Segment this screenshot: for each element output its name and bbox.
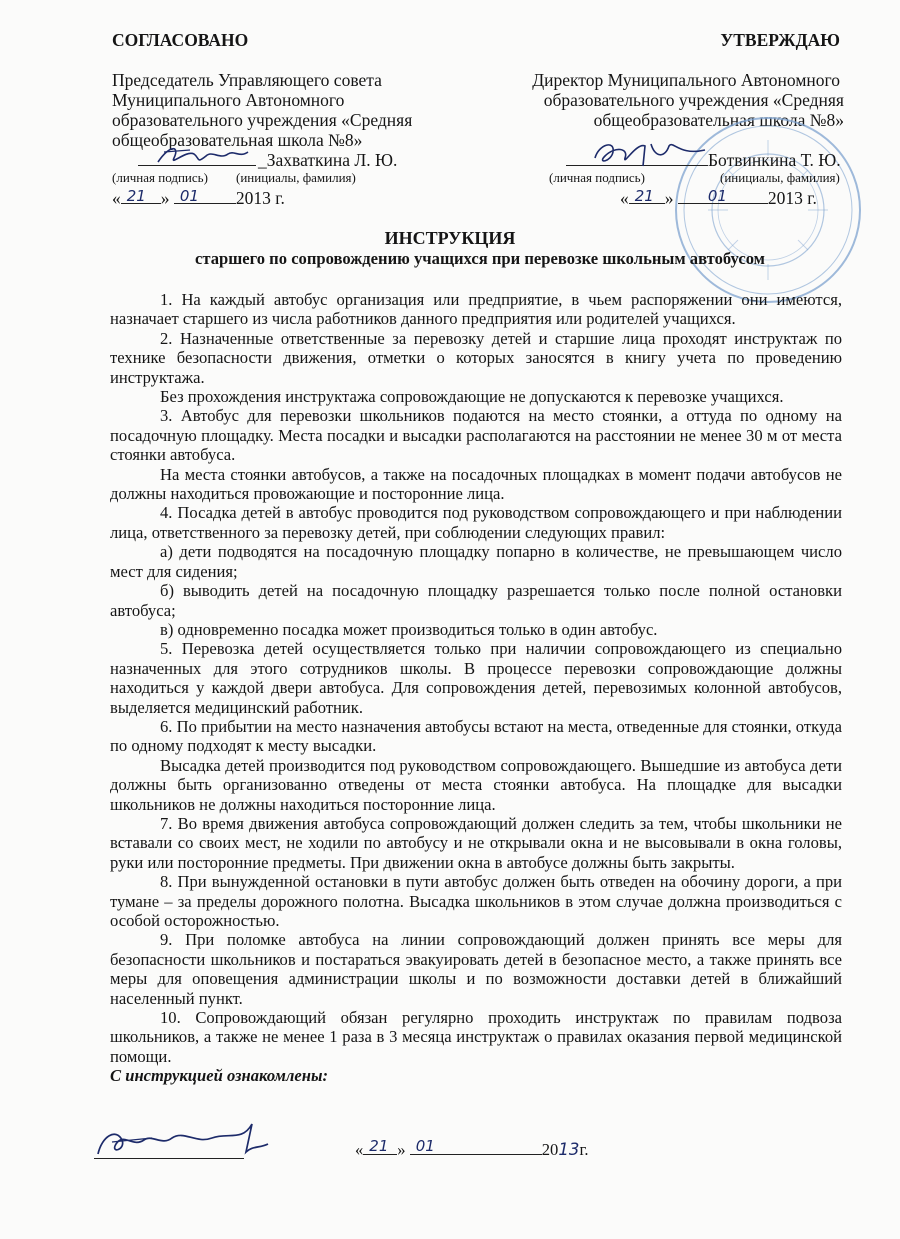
left-date-month: 01 — [179, 187, 199, 205]
paragraph: 8. При вынужденной остановки в пути автобус должен быть отведен на обочину дороги, а при тумане – за пределы дорожного полотна. Высадка школьников в этом случае должна производиться с особой осторожностью. — [110, 872, 842, 930]
right-position-line: общеобразовательная школа №8» — [593, 110, 844, 130]
footer-date: « 21 » 01 2013г. — [355, 1137, 589, 1159]
paragraph: 9. При поломке автобуса на линии сопровождающий должен принять все меры для безопасности школьников и постараться эвакуировать детей в безопасное место, а также принять все меры для оповещения администрации школы и по возможности доставки детей в ближайший населенный пункт. — [110, 930, 842, 1008]
approve-heading: УТВЕРЖДАЮ — [720, 30, 840, 50]
approved-heading: СОГЛАСОВАНО — [112, 30, 249, 50]
document-title: ИНСТРУКЦИЯ — [384, 228, 516, 248]
right-date: « 21 » 01 2013 г. — [620, 187, 817, 208]
paragraph: 10. Сопровождающий обязан регулярно проходить инструктаж по правилам подвоза школьников, а также не менее 1 раза в 3 месяца инструктаж о правилах оказания первой медицинской помощи. — [110, 1008, 842, 1066]
right-position-line: образовательного учреждения «Средняя — [543, 90, 844, 110]
document-subtitle: старшего по сопровождению учащихся при перевозке школьным автобусом — [195, 249, 765, 268]
footer-date-year-hand: 13 — [558, 1140, 580, 1159]
paragraph: 1. На каждый автобус организация или предприятие, в чьем распоряжении они имеются, назначает старшего из числа работников данного предприятия или родителей учащихся. — [110, 290, 842, 329]
left-position-line: образовательного учреждения «Средняя — [112, 110, 413, 130]
footer-date-day: 21 — [369, 1137, 389, 1155]
paragraph: 5. Перевозка детей осуществляется только при наличии сопровождающего из специально назначенных для этого сотрудников школы. В процессе перевозки сопровождающие должны находиться у каждой двери автобуса. Для сопровождения детей, перевозимых колонной автобусов, выделяется медицинский работник. — [110, 639, 842, 717]
footer-date-month: 01 — [415, 1137, 435, 1155]
instruction-body — [110, 290, 842, 1086]
paragraph: 3. Автобус для перевозки школьников подаются на место стоянки, а оттуда по одному на посадочную площадку. Места посадки и высадки располагаются на расстоянии не менее 30 м от места стоянки автобуса. — [110, 406, 842, 465]
paragraph: 7. Во время движения автобуса сопровождающий должен следить за тем, чтобы школьники не вставали со своих мест, не ходили по автобусу и не открывали окна и не высовывали в окна головы, руки или посторонние предметы. При движении окна в автобусе должны быть закрыты. — [110, 813, 842, 872]
right-signature-caption: (личная подпись) — [549, 170, 645, 185]
right-position-line: Директор Муниципального Автономного — [532, 70, 840, 90]
left-name: _Захваткина Л. Ю. — [258, 150, 398, 170]
left-position-line: общеобразовательная школа №8» — [112, 130, 363, 150]
left-position-line: Председатель Управляющего совета — [112, 70, 382, 90]
left-date-day: 21 — [126, 187, 146, 205]
footer-signature — [92, 1118, 272, 1166]
paragraph: Высадка детей производится под руководством сопровождающего. Вышедшие из автобуса дети должны быть организованно отведены от места стоянки автобуса. На площадке для высадки школьников не должны находиться посторонние лица. — [110, 755, 842, 814]
paragraph: в) одновременно посадка может производиться только в один автобус. — [160, 619, 658, 639]
paragraph: 6. По прибытии на место назначения автобусы встают на места, отведенные для стоянки, откуда по одному подходят к месту высадки. — [110, 716, 842, 756]
right-date-day: 21 — [634, 187, 654, 205]
right-date-month: 01 — [707, 187, 727, 205]
right-initials-caption: (инициалы, фамилия) — [720, 170, 840, 185]
paragraph: б) выводить детей на посадочную площадку разрешается только после полной остановки автобуса; — [110, 581, 842, 620]
acquainted-heading: С инструкцией ознакомлены: — [110, 1066, 328, 1086]
paragraph: На места стоянки автобусов, а также на посадочных площадках в момент подачи автобусов не должны находиться провожающие и посторонние лица. — [110, 464, 842, 504]
paragraph: 4. Посадка детей в автобус проводится под руководством сопровождающего и при наблюдении лица, ответственного за перевозку детей, при соблюдении следующих правил: — [110, 503, 842, 542]
left-position-line: Муниципального Автономного — [112, 90, 345, 110]
left-date: « 21 » 01 2013 г. — [112, 187, 285, 208]
right-name: Ботвинкина Т. Ю. — [708, 150, 841, 170]
paragraph: а) дети подводятся на посадочную площадку попарно в количестве, не превышающем число мест для сидения; — [110, 542, 842, 581]
left-signature-caption: (личная подпись) — [112, 170, 208, 185]
paragraph: 2. Назначенные ответственные за перевозку детей и старшие лица проходят инструктаж по технике безопасности движения, отметки о которых заносятся в книгу учета по проведению инструктажа. — [110, 328, 842, 387]
left-initials-caption: (инициалы, фамилия) — [236, 170, 356, 185]
paragraph: Без прохождения инструктажа сопровождающие не допускаются к перевозке учащихся. — [160, 387, 784, 407]
